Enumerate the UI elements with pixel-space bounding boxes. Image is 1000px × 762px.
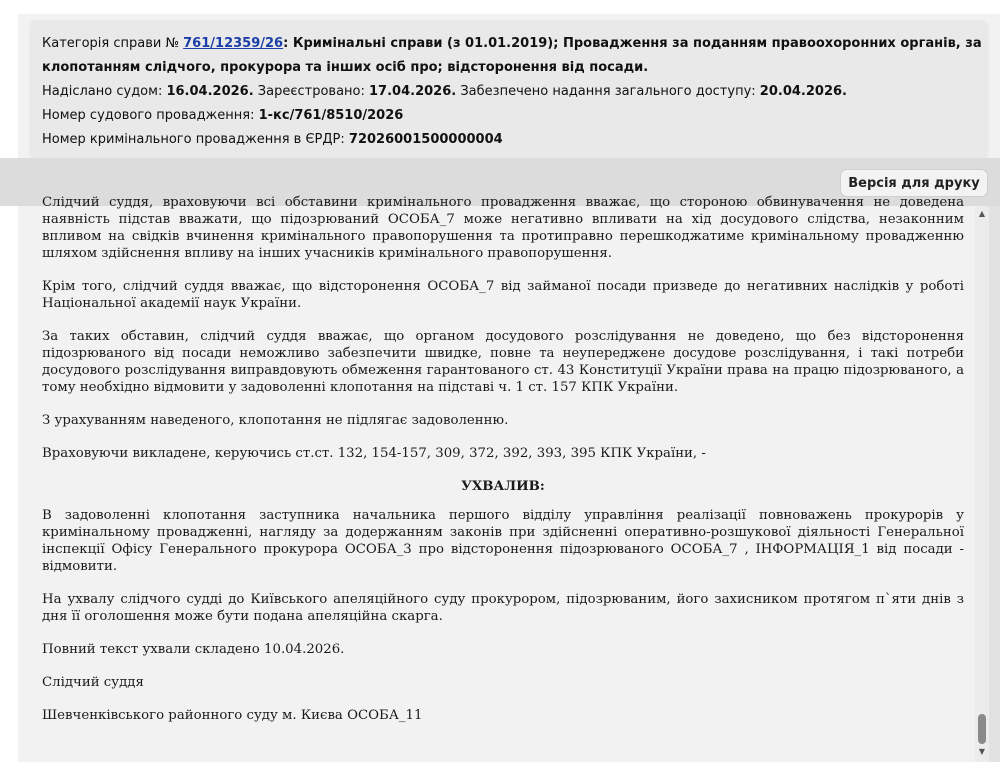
erdr-label: Номер кримінального провадження в ЄРДР: bbox=[42, 132, 345, 147]
case-info-panel bbox=[30, 20, 988, 158]
document-viewport[interactable] bbox=[30, 195, 975, 762]
paragraph-3: З урахуванням наведеного, клопотання не підлягає задоволенню. bbox=[42, 413, 509, 428]
window-right-edge bbox=[989, 206, 1000, 762]
vertical-scrollbar[interactable] bbox=[975, 206, 989, 762]
print-version-button[interactable]: Версія для друку bbox=[840, 169, 988, 197]
erdr-line bbox=[42, 128, 976, 152]
court-proceeding-line bbox=[42, 104, 976, 128]
erdr-number: 72026001500000004 bbox=[348, 132, 503, 147]
scrollbar-thumb[interactable] bbox=[978, 714, 986, 744]
paragraph-4: Враховуючи викладене, керуючись ст.ст. 132, 154-157, 309, 372, 392, 393, 395 КПК України, - bbox=[42, 446, 706, 461]
sent-label: Надіслано судом: bbox=[42, 84, 163, 99]
paragraph-1: Крім того, слідчий суддя вважає, що відсторонення ОСОБА_7 від займаної посади призведе до негативних наслідків у роботі Національної академії наук України. bbox=[42, 279, 964, 311]
dates-line bbox=[42, 80, 976, 104]
case-category-line bbox=[42, 32, 982, 56]
scroll-down-arrow-icon[interactable]: ▼ bbox=[978, 746, 986, 756]
paragraph-2: За таких обставин, слідчий суддя вважає, що органом досудового розслідування не доведено, що без відсторонення підозрюваного від посади неможливо забезпечити швидке, повне та неупереджене досудове розслідування, і такі потреби досудового розслідування виправдовують обмеження гарантованого ст. 43 Конституції України права на працю підозрюваного, а тому необхідно відмовити у задоволенні клопотання на підставі ч. 1 ст. 157 КПК України. bbox=[42, 329, 964, 395]
registered-date: 17.04.2026. bbox=[369, 84, 457, 99]
document-text bbox=[42, 194, 964, 740]
category-text-1: : Кримінальні справи (з 01.01.2019); Провадження за поданням правоохоронних органів, за bbox=[283, 36, 982, 51]
paragraph-5: В задоволенні клопотання заступника начальника першого відділу управління реалізації повноважень прокурорів у кримінальному провадженні, нагляду за додержанням законів при здійсненні оперативно-розшукової діяльності Генеральної інспекції Офісу Генерального прокурора ОСОБА_3 про відсторонення підозрюваного ОСОБА_7 , ІНФОРМАЦІЯ_1 від посади - відмовити. bbox=[42, 508, 964, 574]
public-access-label: Забезпечено надання загального доступу: bbox=[460, 84, 756, 99]
window-top-edge bbox=[0, 0, 1000, 14]
paragraph-0: Слідчий суддя, враховуючи всі обставини кримінального провадження вважає, що стороною обвинувачення не доведена наявність підстав вважати, що підозрюваний ОСОБА_7 може негативно впливати на хід досудового слідства, незаконним впливом на свідків вчинення кримінального правопорушення та протиправно перешкоджатиме кримінальному провадженню шляхом здійснення впливу на інших учасників кримінального правопорушення. bbox=[42, 195, 964, 261]
public-access-date: 20.04.2026. bbox=[759, 84, 847, 99]
case-category-line-2 bbox=[42, 56, 976, 80]
category-label: Категорія справи № bbox=[42, 36, 179, 51]
court-proceeding-number: 1-кс/761/8510/2026 bbox=[258, 108, 404, 123]
paragraph-9: Шевченківського районного суду м. Києва ОСОБА_11 bbox=[42, 708, 423, 723]
paragraph-6: На ухвалу слідчого судді до Київського апеляційного суду прокурором, підозрюваним, його захисником протягом п`яти днів з дня її оголошення може бути подана апеляційна скарга. bbox=[42, 592, 964, 624]
sent-date: 16.04.2026. bbox=[166, 84, 254, 99]
ruling-heading: УХВАЛИВ: bbox=[461, 479, 545, 494]
case-number-link[interactable]: 761/12359/26 bbox=[183, 36, 284, 51]
paragraph-7: Повний текст ухвали складено 10.04.2026. bbox=[42, 642, 345, 657]
registered-label: Зареєстровано: bbox=[257, 84, 365, 99]
paragraph-8: Слідчий суддя bbox=[42, 675, 144, 690]
category-text-2: клопотанням слідчого, прокурора та інших осіб про; відсторонення від посади. bbox=[42, 60, 649, 75]
court-proceeding-label: Номер судового провадження: bbox=[42, 108, 255, 123]
window-left-edge bbox=[0, 0, 18, 762]
scroll-up-arrow-icon[interactable]: ▲ bbox=[978, 208, 986, 218]
